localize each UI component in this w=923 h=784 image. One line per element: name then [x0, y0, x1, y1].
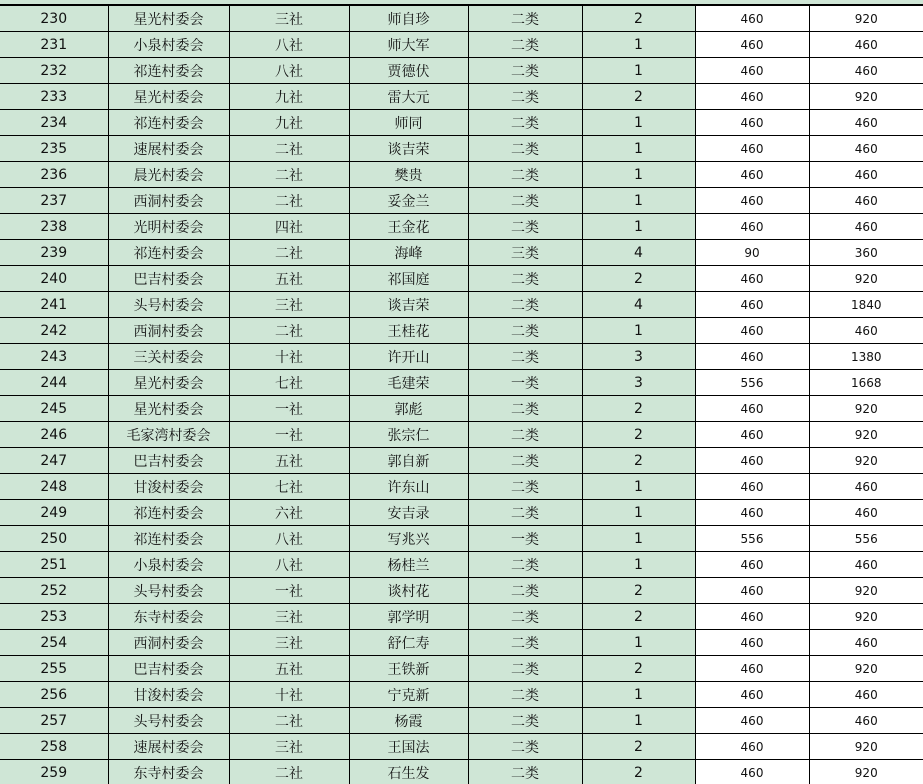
cell-village-committee[interactable]: 西洞村委会: [108, 630, 229, 656]
cell-serial-number[interactable]: 247: [0, 448, 108, 474]
cell-village-group[interactable]: 二社: [229, 188, 349, 214]
cell-serial-number[interactable]: 244: [0, 370, 108, 396]
cell-village-committee[interactable]: 星光村委会: [108, 6, 229, 32]
cell-village-committee[interactable]: 速展村委会: [108, 734, 229, 760]
cell-person-count[interactable]: 2: [582, 396, 695, 422]
cell-total-amount[interactable]: 460: [809, 474, 923, 500]
table-row: [0, 266, 923, 292]
cell-village-group[interactable]: 九社: [229, 84, 349, 110]
cell-total-amount[interactable]: 460: [809, 110, 923, 136]
cell-village-committee[interactable]: 巴吉村委会: [108, 448, 229, 474]
cell-serial-number[interactable]: 245: [0, 396, 108, 422]
table-row: [0, 474, 923, 500]
cell-category[interactable]: 二类: [468, 344, 582, 370]
cell-total-amount[interactable]: 460: [809, 500, 923, 526]
cell-serial-number[interactable]: 242: [0, 318, 108, 344]
cell-serial-number[interactable]: 232: [0, 58, 108, 84]
cell-person-name[interactable]: 雷大元: [349, 84, 468, 110]
cell-total-amount[interactable]: 920: [809, 604, 923, 630]
cell-category[interactable]: 二类: [468, 318, 582, 344]
cell-standard-amount[interactable]: 460: [695, 474, 809, 500]
cell-person-name[interactable]: 师同: [349, 110, 468, 136]
table-row: [0, 214, 923, 240]
cell-category[interactable]: 二类: [468, 422, 582, 448]
cell-total-amount[interactable]: 460: [809, 552, 923, 578]
cell-standard-amount[interactable]: 460: [695, 396, 809, 422]
cell-standard-amount[interactable]: 460: [695, 656, 809, 682]
cell-total-amount[interactable]: 460: [809, 136, 923, 162]
cell-village-committee[interactable]: 小泉村委会: [108, 552, 229, 578]
cell-standard-amount[interactable]: 460: [695, 552, 809, 578]
cell-category[interactable]: 二类: [468, 214, 582, 240]
cell-category[interactable]: 二类: [468, 110, 582, 136]
cell-standard-amount[interactable]: 460: [695, 760, 809, 784]
cell-category[interactable]: 二类: [468, 682, 582, 708]
cell-person-count[interactable]: 2: [582, 6, 695, 32]
cell-serial-number[interactable]: 238: [0, 214, 108, 240]
table-row: [0, 760, 923, 784]
cell-standard-amount[interactable]: 556: [695, 370, 809, 396]
cell-category[interactable]: 二类: [468, 32, 582, 58]
cell-serial-number[interactable]: 234: [0, 110, 108, 136]
table-row: [0, 604, 923, 630]
cell-person-name[interactable]: 许开山: [349, 344, 468, 370]
cell-village-group[interactable]: 一社: [229, 396, 349, 422]
cell-person-count[interactable]: 1: [582, 318, 695, 344]
table-row: [0, 708, 923, 734]
cell-village-committee[interactable]: 星光村委会: [108, 396, 229, 422]
cell-category[interactable]: 二类: [468, 396, 582, 422]
cell-village-committee[interactable]: 东寺村委会: [108, 604, 229, 630]
cell-total-amount[interactable]: 920: [809, 266, 923, 292]
cell-person-name[interactable]: 樊贵: [349, 162, 468, 188]
cell-category[interactable]: 一类: [468, 526, 582, 552]
cell-serial-number[interactable]: 250: [0, 526, 108, 552]
cell-person-name[interactable]: 郭彪: [349, 396, 468, 422]
cell-village-group[interactable]: 二社: [229, 760, 349, 784]
cell-village-committee[interactable]: 西洞村委会: [108, 318, 229, 344]
cell-person-name[interactable]: 谈村花: [349, 578, 468, 604]
cell-total-amount[interactable]: 360: [809, 240, 923, 266]
cell-category[interactable]: 二类: [468, 656, 582, 682]
cell-serial-number[interactable]: 231: [0, 32, 108, 58]
cell-village-group[interactable]: 三社: [229, 6, 349, 32]
cell-total-amount[interactable]: 920: [809, 422, 923, 448]
cell-serial-number[interactable]: 257: [0, 708, 108, 734]
cell-village-group[interactable]: 八社: [229, 32, 349, 58]
cell-total-amount[interactable]: 460: [809, 188, 923, 214]
cell-category[interactable]: 二类: [468, 292, 582, 318]
cell-person-count[interactable]: 4: [582, 292, 695, 318]
cell-village-group[interactable]: 二社: [229, 708, 349, 734]
cell-standard-amount[interactable]: 460: [695, 448, 809, 474]
cell-village-committee[interactable]: 甘浚村委会: [108, 474, 229, 500]
cell-category[interactable]: 三类: [468, 240, 582, 266]
cell-person-count[interactable]: 1: [582, 32, 695, 58]
cell-standard-amount[interactable]: 460: [695, 136, 809, 162]
cell-total-amount[interactable]: 1840: [809, 292, 923, 318]
table-row: [0, 682, 923, 708]
cell-person-name[interactable]: 妥金兰: [349, 188, 468, 214]
cell-village-group[interactable]: 二社: [229, 136, 349, 162]
cell-village-group[interactable]: 十社: [229, 682, 349, 708]
cell-village-committee[interactable]: 星光村委会: [108, 370, 229, 396]
cell-serial-number[interactable]: 237: [0, 188, 108, 214]
cell-category[interactable]: 二类: [468, 162, 582, 188]
table-row: [0, 162, 923, 188]
table-row: [0, 58, 923, 84]
table-row: [0, 656, 923, 682]
table-row: [0, 396, 923, 422]
cell-person-count[interactable]: 2: [582, 760, 695, 784]
cell-category[interactable]: 二类: [468, 604, 582, 630]
table-row: [0, 240, 923, 266]
cell-village-committee[interactable]: 祁连村委会: [108, 110, 229, 136]
cell-person-count[interactable]: 1: [582, 214, 695, 240]
cell-person-name[interactable]: 王金花: [349, 214, 468, 240]
cell-person-count[interactable]: 1: [582, 162, 695, 188]
cell-village-committee[interactable]: 西洞村委会: [108, 188, 229, 214]
cell-serial-number[interactable]: 240: [0, 266, 108, 292]
table-row: [0, 526, 923, 552]
cell-person-count[interactable]: 1: [582, 136, 695, 162]
cell-village-committee[interactable]: 头号村委会: [108, 578, 229, 604]
cell-person-name[interactable]: 毛建荣: [349, 370, 468, 396]
cell-village-group[interactable]: 五社: [229, 656, 349, 682]
cell-person-count[interactable]: 1: [582, 58, 695, 84]
cell-village-group[interactable]: 四社: [229, 214, 349, 240]
cell-village-group[interactable]: 六社: [229, 500, 349, 526]
cell-village-group[interactable]: 七社: [229, 474, 349, 500]
cell-village-committee[interactable]: 光明村委会: [108, 214, 229, 240]
cell-person-name[interactable]: 石生发: [349, 760, 468, 784]
cell-person-count[interactable]: 1: [582, 474, 695, 500]
relief-roster-table: [0, 5, 923, 784]
cell-serial-number[interactable]: 252: [0, 578, 108, 604]
cell-serial-number[interactable]: 251: [0, 552, 108, 578]
cell-person-name[interactable]: 王桂花: [349, 318, 468, 344]
cell-village-group[interactable]: 二社: [229, 162, 349, 188]
cell-standard-amount[interactable]: 460: [695, 84, 809, 110]
cell-person-name[interactable]: 郭学明: [349, 604, 468, 630]
cell-person-name[interactable]: 许东山: [349, 474, 468, 500]
table-row: [0, 84, 923, 110]
cell-standard-amount[interactable]: 460: [695, 708, 809, 734]
table-row: [0, 136, 923, 162]
cell-person-count[interactable]: 1: [582, 110, 695, 136]
cell-village-committee[interactable]: 头号村委会: [108, 292, 229, 318]
cell-serial-number[interactable]: 236: [0, 162, 108, 188]
cell-total-amount[interactable]: 920: [809, 448, 923, 474]
cell-person-name[interactable]: 宁克新: [349, 682, 468, 708]
cell-category[interactable]: 二类: [468, 500, 582, 526]
cell-village-group[interactable]: 三社: [229, 734, 349, 760]
cell-standard-amount[interactable]: 556: [695, 526, 809, 552]
cell-standard-amount[interactable]: 460: [695, 110, 809, 136]
cell-category[interactable]: 二类: [468, 188, 582, 214]
cell-serial-number[interactable]: 246: [0, 422, 108, 448]
cell-serial-number[interactable]: 253: [0, 604, 108, 630]
cell-serial-number[interactable]: 243: [0, 344, 108, 370]
cell-serial-number[interactable]: 255: [0, 656, 108, 682]
cell-standard-amount[interactable]: 460: [695, 6, 809, 32]
cell-standard-amount[interactable]: 460: [695, 266, 809, 292]
cell-serial-number[interactable]: 254: [0, 630, 108, 656]
cell-village-committee[interactable]: 祁连村委会: [108, 240, 229, 266]
cell-person-count[interactable]: 3: [582, 344, 695, 370]
cell-total-amount[interactable]: 460: [809, 630, 923, 656]
cell-category[interactable]: 二类: [468, 708, 582, 734]
table-row: [0, 500, 923, 526]
table-row: [0, 422, 923, 448]
table-row: [0, 318, 923, 344]
table-row: [0, 448, 923, 474]
cell-serial-number[interactable]: 230: [0, 6, 108, 32]
cell-total-amount[interactable]: 1380: [809, 344, 923, 370]
cell-standard-amount[interactable]: 460: [695, 500, 809, 526]
cell-village-group[interactable]: 八社: [229, 58, 349, 84]
cell-village-group[interactable]: 三社: [229, 604, 349, 630]
table-row: [0, 734, 923, 760]
cell-total-amount[interactable]: 920: [809, 656, 923, 682]
cell-village-group[interactable]: 二社: [229, 240, 349, 266]
cell-serial-number[interactable]: 259: [0, 760, 108, 784]
table-row: [0, 552, 923, 578]
cell-standard-amount[interactable]: 460: [695, 318, 809, 344]
cell-person-count[interactable]: 2: [582, 84, 695, 110]
cell-standard-amount[interactable]: 460: [695, 32, 809, 58]
cell-person-count[interactable]: 1: [582, 552, 695, 578]
cell-person-count[interactable]: 1: [582, 630, 695, 656]
cell-person-name[interactable]: 舒仁寿: [349, 630, 468, 656]
cell-person-name[interactable]: 师自珍: [349, 6, 468, 32]
cell-total-amount[interactable]: 1668: [809, 370, 923, 396]
cell-standard-amount[interactable]: 460: [695, 682, 809, 708]
cell-category[interactable]: 一类: [468, 370, 582, 396]
cell-person-count[interactable]: 1: [582, 682, 695, 708]
cell-standard-amount[interactable]: 460: [695, 58, 809, 84]
cell-category[interactable]: 二类: [468, 84, 582, 110]
cell-person-name[interactable]: 杨桂兰: [349, 552, 468, 578]
cell-person-count[interactable]: 2: [582, 578, 695, 604]
cell-village-group[interactable]: 二社: [229, 318, 349, 344]
cell-standard-amount[interactable]: 460: [695, 214, 809, 240]
cell-category[interactable]: 二类: [468, 630, 582, 656]
cell-total-amount[interactable]: 556: [809, 526, 923, 552]
cell-village-group[interactable]: 五社: [229, 266, 349, 292]
cell-village-committee[interactable]: 巴吉村委会: [108, 656, 229, 682]
cell-person-name[interactable]: 杨霞: [349, 708, 468, 734]
cell-village-committee[interactable]: 三关村委会: [108, 344, 229, 370]
cell-standard-amount[interactable]: 460: [695, 734, 809, 760]
cell-total-amount[interactable]: 460: [809, 58, 923, 84]
table-row: [0, 630, 923, 656]
cell-category[interactable]: 二类: [468, 734, 582, 760]
cell-village-committee[interactable]: 祁连村委会: [108, 58, 229, 84]
cell-person-count[interactable]: 4: [582, 240, 695, 266]
cell-total-amount[interactable]: 460: [809, 318, 923, 344]
cell-village-committee[interactable]: 甘浚村委会: [108, 682, 229, 708]
cell-village-committee[interactable]: 东寺村委会: [108, 760, 229, 784]
cell-person-count[interactable]: 1: [582, 708, 695, 734]
cell-person-count[interactable]: 1: [582, 188, 695, 214]
cell-person-count[interactable]: 2: [582, 422, 695, 448]
cell-serial-number[interactable]: 248: [0, 474, 108, 500]
cell-total-amount[interactable]: 920: [809, 6, 923, 32]
cell-standard-amount[interactable]: 460: [695, 188, 809, 214]
cell-serial-number[interactable]: 233: [0, 84, 108, 110]
cell-village-committee[interactable]: 星光村委会: [108, 84, 229, 110]
cell-category[interactable]: 二类: [468, 6, 582, 32]
table-body: [0, 6, 923, 784]
cell-person-name[interactable]: 写兆兴: [349, 526, 468, 552]
cell-category[interactable]: 二类: [468, 578, 582, 604]
cell-village-group[interactable]: 一社: [229, 578, 349, 604]
cell-standard-amount[interactable]: 460: [695, 422, 809, 448]
table-row: [0, 344, 923, 370]
cell-total-amount[interactable]: 920: [809, 578, 923, 604]
cell-category[interactable]: 二类: [468, 760, 582, 784]
cell-person-name[interactable]: 张宗仁: [349, 422, 468, 448]
cell-category[interactable]: 二类: [468, 58, 582, 84]
cell-village-committee[interactable]: 毛家湾村委会: [108, 422, 229, 448]
cell-total-amount[interactable]: 460: [809, 32, 923, 58]
cell-village-committee[interactable]: 速展村委会: [108, 136, 229, 162]
cell-standard-amount[interactable]: 460: [695, 630, 809, 656]
cell-person-count[interactable]: 1: [582, 526, 695, 552]
cell-village-group[interactable]: 五社: [229, 448, 349, 474]
cell-person-name[interactable]: 安吉录: [349, 500, 468, 526]
cell-serial-number[interactable]: 256: [0, 682, 108, 708]
table-row: [0, 6, 923, 32]
cell-person-name[interactable]: 师大军: [349, 32, 468, 58]
cell-standard-amount[interactable]: 460: [695, 578, 809, 604]
table-row: [0, 188, 923, 214]
table-row: [0, 32, 923, 58]
cell-person-name[interactable]: 王铁新: [349, 656, 468, 682]
cell-total-amount[interactable]: 920: [809, 734, 923, 760]
cell-person-count[interactable]: 3: [582, 370, 695, 396]
cell-village-committee[interactable]: 祁连村委会: [108, 526, 229, 552]
cell-category[interactable]: 二类: [468, 552, 582, 578]
cell-person-name[interactable]: 贾德伏: [349, 58, 468, 84]
cell-person-name[interactable]: 祁国庭: [349, 266, 468, 292]
cell-village-committee[interactable]: 祁连村委会: [108, 500, 229, 526]
table-row: [0, 292, 923, 318]
cell-total-amount[interactable]: 920: [809, 396, 923, 422]
cell-village-group[interactable]: 七社: [229, 370, 349, 396]
cell-category[interactable]: 二类: [468, 266, 582, 292]
cell-village-group[interactable]: 八社: [229, 526, 349, 552]
table-row: [0, 370, 923, 396]
cell-person-count[interactable]: 2: [582, 604, 695, 630]
cell-person-name[interactable]: 郭自新: [349, 448, 468, 474]
cell-person-count[interactable]: 2: [582, 266, 695, 292]
cell-serial-number[interactable]: 249: [0, 500, 108, 526]
cell-village-committee[interactable]: 巴吉村委会: [108, 266, 229, 292]
cell-total-amount[interactable]: 460: [809, 214, 923, 240]
cell-category[interactable]: 二类: [468, 136, 582, 162]
cell-village-group[interactable]: 八社: [229, 552, 349, 578]
cell-village-committee[interactable]: 小泉村委会: [108, 32, 229, 58]
cell-standard-amount[interactable]: 90: [695, 240, 809, 266]
cell-village-group[interactable]: 九社: [229, 110, 349, 136]
cell-standard-amount[interactable]: 460: [695, 344, 809, 370]
cell-village-group[interactable]: 三社: [229, 292, 349, 318]
cell-person-count[interactable]: 2: [582, 448, 695, 474]
cell-person-name[interactable]: 谈吉荣: [349, 136, 468, 162]
cell-village-group[interactable]: 三社: [229, 630, 349, 656]
cell-serial-number[interactable]: 258: [0, 734, 108, 760]
cell-person-count[interactable]: 1: [582, 500, 695, 526]
cell-serial-number[interactable]: 241: [0, 292, 108, 318]
cell-village-group[interactable]: 一社: [229, 422, 349, 448]
cell-person-name[interactable]: 王国法: [349, 734, 468, 760]
cell-category[interactable]: 二类: [468, 448, 582, 474]
cell-village-group[interactable]: 十社: [229, 344, 349, 370]
cell-village-committee[interactable]: 头号村委会: [108, 708, 229, 734]
cell-serial-number[interactable]: 239: [0, 240, 108, 266]
cell-standard-amount[interactable]: 460: [695, 604, 809, 630]
cell-standard-amount[interactable]: 460: [695, 292, 809, 318]
cell-person-count[interactable]: 2: [582, 734, 695, 760]
table-row: [0, 110, 923, 136]
cell-standard-amount[interactable]: 460: [695, 162, 809, 188]
cell-total-amount[interactable]: 460: [809, 708, 923, 734]
cell-total-amount[interactable]: 460: [809, 682, 923, 708]
cell-person-name[interactable]: 海峰: [349, 240, 468, 266]
cell-person-name[interactable]: 谈吉荣: [349, 292, 468, 318]
cell-category[interactable]: 二类: [468, 474, 582, 500]
cell-total-amount[interactable]: 920: [809, 760, 923, 784]
cell-total-amount[interactable]: 920: [809, 84, 923, 110]
cell-village-committee[interactable]: 晨光村委会: [108, 162, 229, 188]
table-row: [0, 578, 923, 604]
cell-serial-number[interactable]: 235: [0, 136, 108, 162]
cell-person-count[interactable]: 2: [582, 656, 695, 682]
cell-total-amount[interactable]: 460: [809, 162, 923, 188]
